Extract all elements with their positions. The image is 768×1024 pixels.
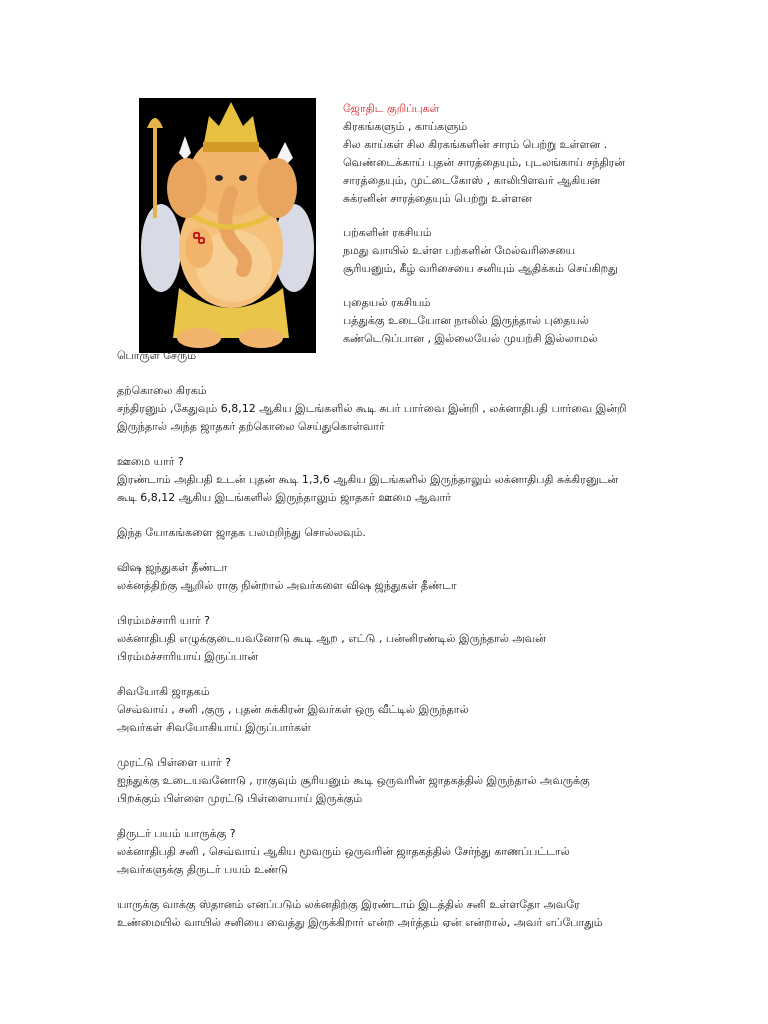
section-line: உண்மையில் வாயில் சனியை வைத்து இருக்கிறார் என்ற அர்த்தம் ஏன் என்றால், அவர் எப்போதும் (117, 916, 603, 929)
treasure-line: பத்துக்கு உடையோன நாலில் இருந்தால் புதையல் (343, 314, 589, 327)
intro-line: கிரகங்களும் , காய்களும் (343, 120, 468, 133)
section-heading: திருடர் பயம் யாருக்கு ? (117, 827, 236, 840)
body-text-block (117, 347, 677, 932)
section-heading: தற்கொலை கிரகம் (117, 384, 207, 397)
section-heading: ஊமை யார் ? (117, 455, 184, 468)
section-heading: முரட்டு பிள்ளை யார் ? (117, 756, 232, 769)
section-line: கூடி 6,8,12 ஆகிய இடங்களில் இருந்தாலும் ஜாதகர் ஊமை ஆவார் (117, 491, 451, 504)
section-heading: சிவயோகி ஜாதகம் (117, 685, 210, 698)
section-line: லக்னாதிபதி எழுக்குடையவனோடு கூடி ஆற , எட்டு , பன்னிரண்டில் இருந்தால் அவன் (117, 632, 546, 645)
intro-line: சாரத்தையும், முட்டைகோஸ் , காலிபிளவர் ஆகியன (343, 174, 601, 187)
intro-line: வெண்டைக்காய் புதன் சாரத்தையும், புடலங்காய் சந்திரன் (343, 156, 625, 169)
treasure-tail: பொருள் சேரும் (117, 349, 197, 362)
section-heading: விஷ ஜந்துகள் தீண்டா (117, 561, 228, 574)
top-text-block (343, 100, 673, 348)
treasure-heading: புதையல் ரகசியம் (343, 296, 431, 309)
intro-line: சுக்ரனின் சாரத்தையும் பெற்று உள்ளன (343, 192, 532, 205)
section-line: லக்னத்திற்கு ஆறில் ராகு நின்றால் அவர்களை விஷ ஜந்துகள் தீண்டா (117, 579, 457, 592)
treasure-line: கண்டெடுப்பான , இல்லையேல் முயற்சி இல்லாமல் (343, 332, 598, 345)
section-line: பிரம்மச்சாரியாய் இருப்பான் (117, 650, 259, 663)
teeth-line: சூரியனும், கீழ் வரிசையை சனியும் ஆதிக்கம் செய்கிறது (343, 262, 618, 275)
section-heading: பிரம்மச்சாரி யார் ? (117, 614, 211, 627)
teeth-line: நமது வாயில் உள்ள பற்களின் மேல்வரிசையை (343, 244, 576, 257)
section-line: இருந்தால் அந்த ஜாதகர் தற்கொலை செய்துகொள்வார் (117, 420, 385, 433)
section-line: செவ்வாய் , சனி ,குரு , புதன் சுக்கிரன் இவர்கள் ஒரு வீட்டில் இருந்தால் (117, 703, 469, 716)
section-line: அவர்கள் சிவயோகியாய் இருப்பார்கள் (117, 721, 311, 734)
section-line: சந்திரனும் ,கேதுவும் 6,8,12 ஆகிய இடங்களில் கூடி சுபர் பார்வை இன்றி , லக்னாதிபதி பார்வை இன்றி (117, 402, 627, 415)
section-line: லக்னாதிபதி சனி , செவ்வாய் ஆகிய மூவரும் ஒருவரின் ஜாதகத்தில் சேர்ந்து காணப்பட்டால் (117, 845, 570, 858)
ganesha-image (139, 98, 316, 353)
section-line: அவர்களுக்கு திருடர் பயம் உண்டு (117, 863, 288, 876)
section-line: ஐந்துக்கு உடையவனோடு , ராகுவும் சூரியனும் கூடி ஒருவரின் ஜாதகத்தில் இருந்தால் அவருக்கு (117, 774, 590, 787)
page-title: ஜோதிட குறிப்புகள் (343, 102, 440, 115)
section-line: இரண்டாம் அதிபதி உடன் புதன் கூடி 1,3,6 ஆகிய இடங்களில் இருந்தாலும் லக்னாதிபதி சுக்கிரனுடன் (117, 473, 619, 486)
teeth-heading: பற்களின் ரகசியம் (343, 226, 432, 239)
section-line: இந்த யோகங்களை ஜாதக பலமறிந்து சொல்லவும். (117, 526, 366, 539)
section-line: யாருக்கு வாக்கு ஸ்தானம் எனப்படும் லக்னதிற்கு இரண்டாம் இடத்தில் சனி உள்ளதோ அவரே (117, 898, 580, 911)
intro-line: சில காய்கள் சில கிரகங்களின் சாரம் பெற்று உள்ளன . (343, 138, 608, 151)
section-line: பிறக்கும் பிள்ளை முரட்டு பிள்ளையாய் இருக்கும் (117, 792, 363, 805)
